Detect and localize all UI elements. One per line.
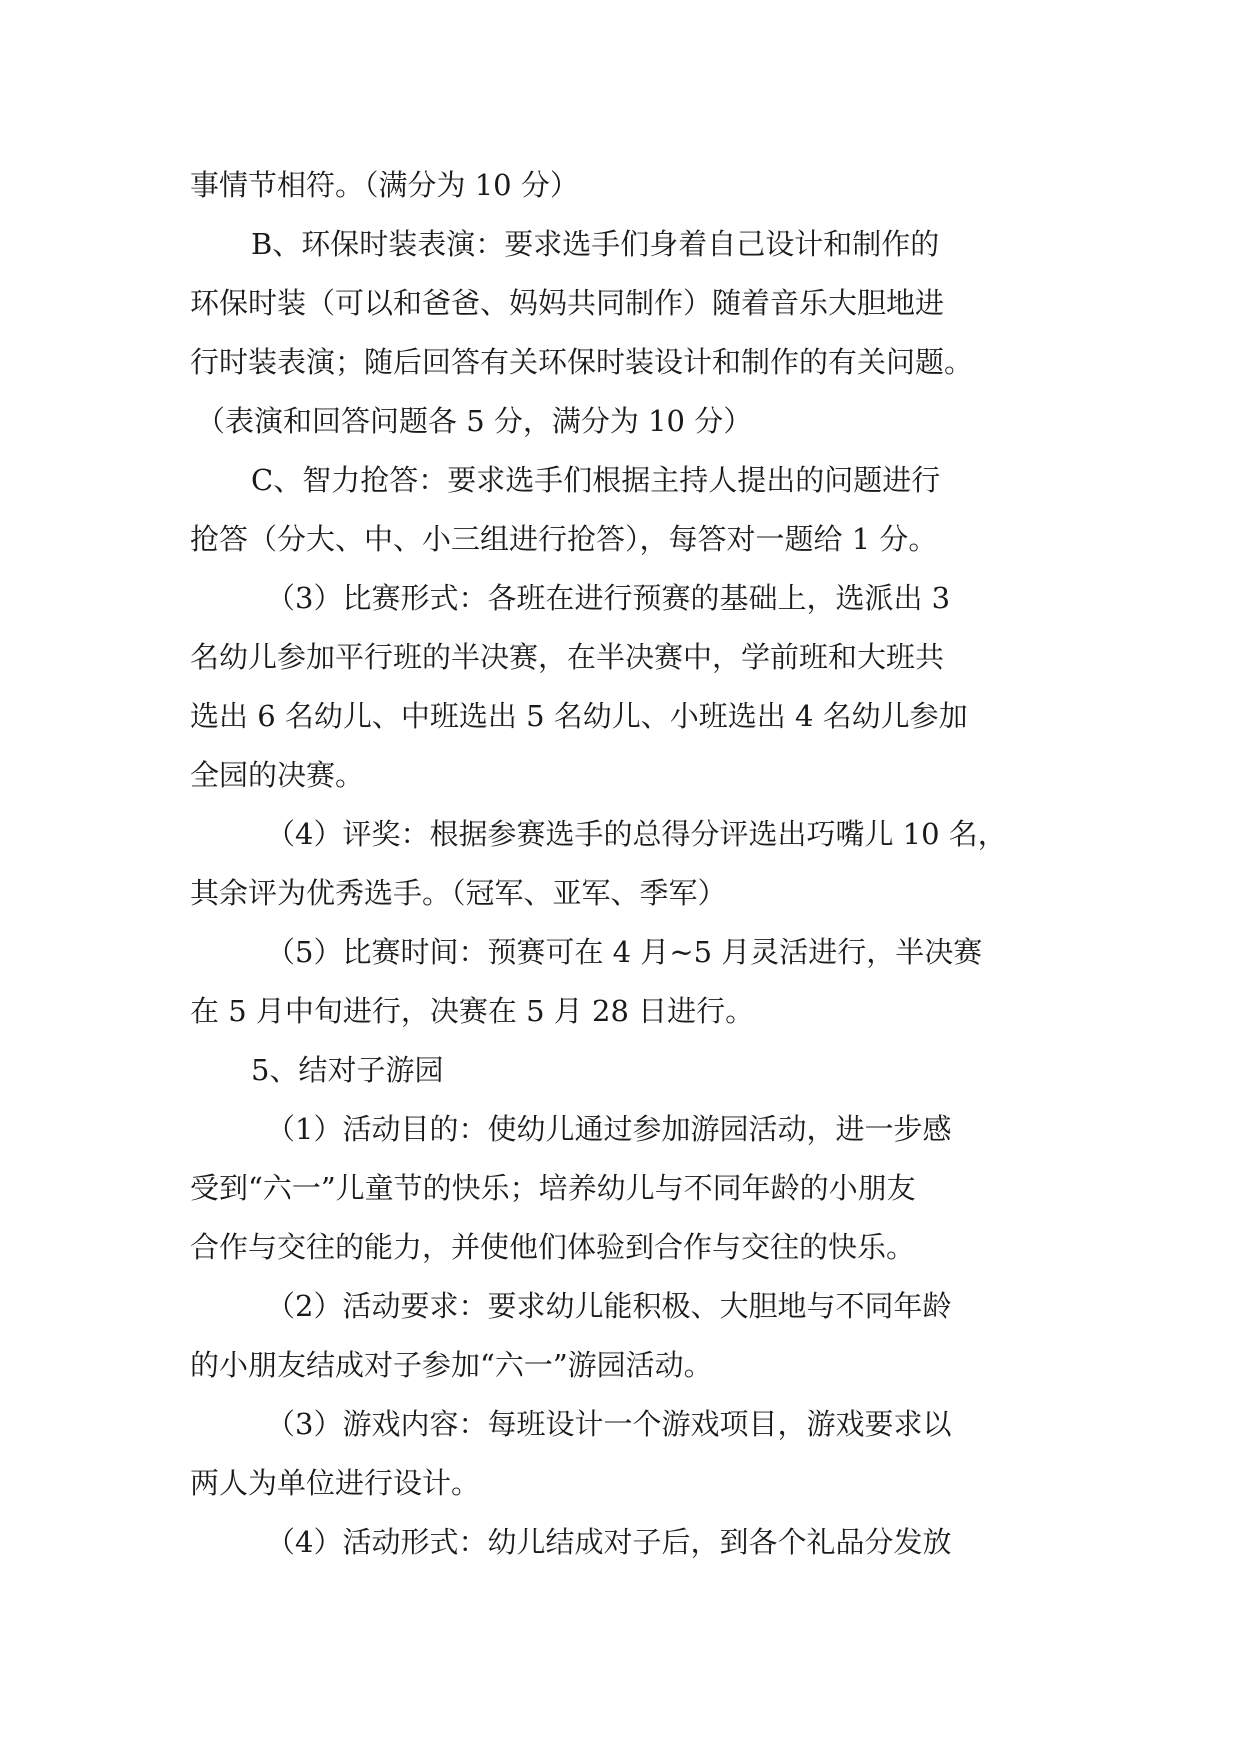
text-line-21: 的小朋友结成对子参加“六一”游园活动。: [190, 1348, 713, 1382]
text-line-14: （5）比赛时间：预赛可在 4 月~5 月灵活进行，半决赛: [266, 935, 983, 969]
text-line-7: 抢答（分大、中、小三组进行抢答），每答对一题给 1 分。: [190, 522, 938, 556]
text-line-6: C、智力抢答：要求选手们根据主持人提出的问题进行: [251, 463, 941, 497]
text-line-2: B、环保时装表演：要求选手们身着自己设计和制作的: [251, 227, 940, 261]
text-line-8: （3）比赛形式：各班在进行预赛的基础上，选派出 3: [266, 581, 951, 615]
text-line-18: 受到“六一”儿童节的快乐；培养幼儿与不同年龄的小朋友: [190, 1171, 916, 1205]
text-line-4: 行时装表演；随后回答有关环保时装设计和制作的有关问题。: [190, 345, 974, 379]
text-line-11: 全园的决赛。: [190, 758, 365, 792]
text-line-15: 在 5 月中旬进行，决赛在 5 月 28 日进行。: [190, 994, 755, 1028]
text-line-13: 其余评为优秀选手。（冠军、亚军、季军）: [190, 876, 727, 910]
text-line-23: 两人为单位进行设计。: [190, 1466, 481, 1500]
text-line-5: （表演和回答问题各 5 分，满分为 10 分）: [196, 404, 753, 438]
text-line-1: 事情节相符。（满分为 10 分）: [190, 168, 579, 202]
text-line-24: （4）活动形式：幼儿结成对子后，到各个礼品分发放: [266, 1525, 952, 1559]
text-line-16: 5、结对子游园: [251, 1053, 444, 1087]
text-line-20: （2）活动要求：要求幼儿能积极、大胆地与不同年龄: [266, 1289, 952, 1323]
text-line-17: （1）活动目的：使幼儿通过参加游园活动，进一步感: [266, 1112, 952, 1146]
text-line-9: 名幼儿参加平行班的半决赛，在半决赛中，学前班和大班共: [190, 640, 945, 674]
text-line-19: 合作与交往的能力，并使他们体验到合作与交往的快乐。: [190, 1230, 916, 1264]
text-line-10: 选出 6 名幼儿、中班选出 5 名幼儿、小班选出 4 名幼儿参加: [190, 699, 968, 733]
text-line-3: 环保时装（可以和爸爸、妈妈共同制作）随着音乐大胆地进: [190, 286, 945, 320]
text-line-22: （3）游戏内容：每班设计一个游戏项目，游戏要求以: [266, 1407, 952, 1441]
text-line-12: （4）评奖：根据参赛选手的总得分评选出巧嘴儿 10 名，: [266, 817, 1007, 851]
